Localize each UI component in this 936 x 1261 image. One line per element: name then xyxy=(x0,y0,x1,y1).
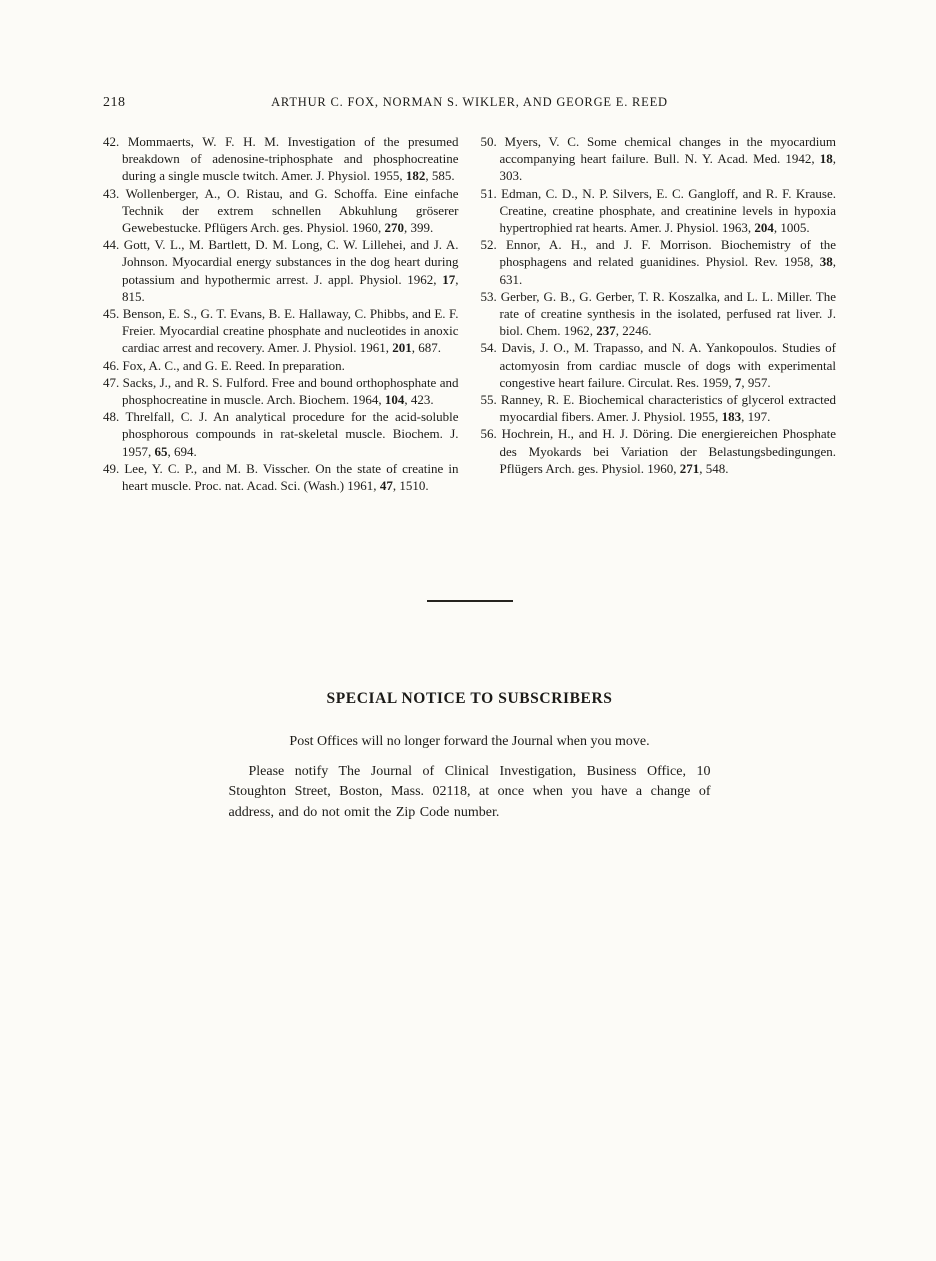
page-number: 218 xyxy=(103,95,126,110)
section-divider-rule xyxy=(427,600,513,602)
reference-item: 42. Mommaerts, W. F. H. M. Investigation of the presumed breakdown of adenosine-triphosphate and phosphocreatine during a single muscle twitch. Amer. J. Physiol. 1955, 182, 585. xyxy=(103,134,459,184)
reference-item: 47. Sacks, J., and R. S. Fulford. Free and bound orthophosphate and phosphocreatine in muscle. Arch. Biochem. 1964, 104, 423. xyxy=(103,374,459,408)
reference-item: 51. Edman, C. D., N. P. Silvers, E. C. Gangloff, and R. F. Krause. Creatine, creatine phosphate, and creatinine levels in hypoxia hypertrophied rat hearts. Amer. J. Physiol. 1963, 204, 1005. xyxy=(480,185,836,236)
reference-number: 50. xyxy=(480,134,497,149)
reference-number: 53. xyxy=(480,288,497,304)
reference-number: 43. xyxy=(103,185,120,201)
references-column-right xyxy=(481,133,837,494)
subscriber-notice xyxy=(229,690,711,823)
reference-item: 45. Benson, E. S., G. T. Evans, B. E. Hallaway, C. Phibbs, and E. F. Freier. Myocardial creatine phosphate and nucleotides in anoxic cardiac arrest and recovery. Amer. J. Physiol. 1961, 201, 687. xyxy=(103,306,459,356)
reference-item: 48. Threlfall, C. J. An analytical procedure for the acid-soluble phosphorous compounds in rat-skeletal muscle. Biochem. J. 1957, 65, 694. xyxy=(103,409,459,459)
reference-item: 44. Gott, V. L., M. Bartlett, D. M. Long, C. W. Lillehei, and J. A. Johnson. Myocardial energy substances in the dog heart during potassium and hypothermic arrest. J. appl. Physiol. 1962, 17, 815. xyxy=(103,237,459,304)
reference-number: 47. xyxy=(103,374,120,390)
references-column-left xyxy=(103,133,459,494)
reference-item: 56. Hochrein, H., and H. J. Döring. Die energiereichen Phosphate des Myokards bei Variation der Belastungsbedingungen. Pflügers Arch. ges. Physiol. 1960, 271, 548. xyxy=(480,426,836,476)
reference-number: 49. xyxy=(103,460,120,476)
reference-item: 55. Ranney, R. E. Biochemical characteristics of glycerol extracted myocardial fibers. Amer. J. Physiol. 1955, 183, 197. xyxy=(480,392,836,425)
reference-item: 54. Davis, J. O., M. Trapasso, and N. A. Yankopoulos. Studies of actomyosin from cardiac muscle of dogs with experimental congestive heart failure. Circulat. Res. 1959, 7, 957. xyxy=(480,340,836,390)
reference-number: 45. xyxy=(103,306,120,322)
reference-item: 46. Fox, A. C., and G. E. Reed. In preparation. xyxy=(103,357,345,373)
reference-number: 51. xyxy=(480,185,497,201)
notice-line1: Post Offices will no longer forward the Journal when you move. xyxy=(289,734,650,750)
reference-number: 44. xyxy=(103,237,120,253)
reference-number: 48. xyxy=(103,409,120,425)
reference-number: 46. xyxy=(103,357,120,373)
reference-number: 54. xyxy=(480,340,497,356)
reference-item: 52. Ennor, A. H., and J. F. Morrison. Biochemistry of the phosphagens and related guanidines. Physiol. Rev. 1958, 38, 631. xyxy=(480,237,836,287)
notice-body: Please notify The Journal of Clinical Investigation, Business Office, 10 Stoughton Street, Boston, Mass. 02118, at once when you have a change of address, and do not omit the Zip Code number. xyxy=(228,763,711,820)
reference-item: 49. Lee, Y. C. P., and M. B. Visscher. On the state of creatine in heart muscle. Proc. nat. Acad. Sci. (Wash.) 1961, 47, 1510. xyxy=(103,460,459,494)
reference-item: 53. Gerber, G. B., G. Gerber, T. R. Koszalka, and L. L. Miller. The rate of creatine synthesis in the isolated, perfused rat liver. J. biol. Chem. 1962, 237, 2246. xyxy=(480,288,836,339)
page-header xyxy=(103,95,836,111)
reference-number: 56. xyxy=(480,426,497,442)
references-section xyxy=(103,133,836,494)
reference-number: 52. xyxy=(480,237,497,253)
reference-item: 43. Wollenberger, A., O. Ristau, and G. Schoffa. Eine einfache Technik der extrem schnellen Abkuhlung gröserer Gewebestucke. Pflügers Arch. ges. Physiol. 1960, 270, 399. xyxy=(103,185,459,236)
notice-title: SPECIAL NOTICE TO SUBSCRIBERS xyxy=(326,690,613,708)
reference-item: 50. Myers, V. C. Some chemical changes in the myocardium accompanying heart failure. Bull. N. Y. Acad. Med. 1942, 18, 303. xyxy=(480,134,836,184)
reference-number: 55. xyxy=(480,392,497,408)
running-head: ARTHUR C. FOX, NORMAN S. WIKLER, AND GEORGE E. REED xyxy=(271,95,668,109)
reference-number: 42. xyxy=(103,134,120,149)
